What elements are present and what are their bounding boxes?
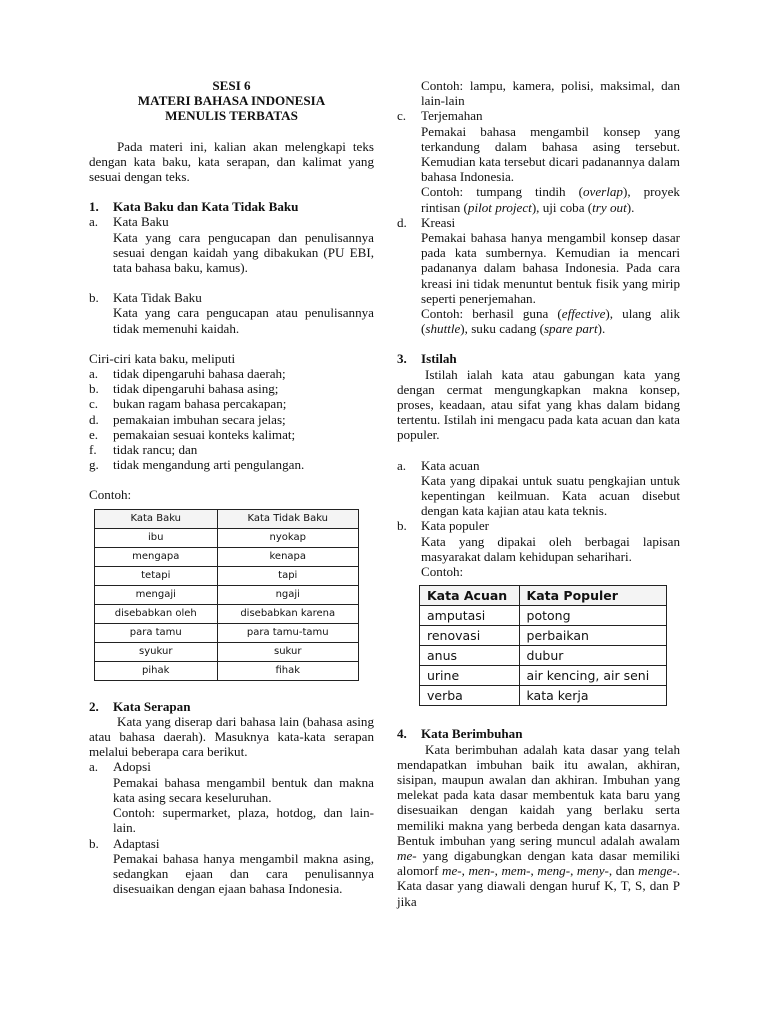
table-cell: urine (420, 666, 520, 686)
list-item: g. tidak mengandung arti pengulangan. (89, 457, 305, 473)
table-row (95, 623, 359, 642)
table-cell: kata kerja (519, 686, 666, 706)
table-cell: ibu (95, 528, 218, 547)
table-cell: air kencing, air seni (519, 666, 666, 686)
table-cell: mengaji (95, 585, 218, 604)
list-item: e. pemakaian sesuai konteks kalimat; (89, 426, 296, 442)
table-cell: nyokap (217, 528, 359, 547)
table-row (420, 666, 667, 686)
features-intro: Ciri-ciri kata baku, meliputi (89, 350, 236, 366)
table-cell: tetapi (95, 566, 218, 585)
table-cell: kenapa (217, 547, 359, 566)
table-row (420, 626, 667, 646)
table-cell: potong (519, 606, 666, 626)
section-2c-example: Contoh: tumpang tindih (overlap), proyek rintisan (pilot project), uji coba (try out). (421, 184, 680, 215)
table-cell: disebabkan karena (217, 604, 359, 623)
section-4-heading: 4. Kata Berimbuhan (397, 726, 523, 742)
table-cell: anus (420, 646, 520, 666)
column-header: Kata Acuan (420, 586, 520, 606)
section-2-intro: Kata yang diserap dari bahasa lain (bahasa asing atau bahasa daerah). Masuknya kata-kata serapan melalui beberapa cara berikut. (89, 713, 374, 760)
section-3-heading: 3. Istilah (397, 351, 457, 367)
table-cell: disebabkan oleh (95, 604, 218, 623)
intro-paragraph: Pada materi ini, kalian akan melengkapi teks dengan kata baku, kata serapan, dan kalimat yang sesuai dengan teks. (89, 138, 374, 185)
table-cell: tapi (217, 566, 359, 585)
column-header: Kata Baku (95, 509, 218, 528)
section-2d-heading: d. Kreasi (397, 214, 456, 230)
section-1b-text: Kata yang cara pengucapan atau penulisannya tidak memenuhi kaidah. (113, 305, 374, 336)
table-row (95, 585, 359, 604)
section-3a-heading: a. Kata acuan (397, 457, 480, 473)
table-cell: fihak (217, 661, 359, 680)
section-2d-text: Pemakai bahasa hanya mengambil konsep dasar pada kata sumbernya. Kemudian ia mencari padananya dalam bahasa Indonesia. Pada cara kreasi ini tidak menuntut bentuk fisik yang mirip seperti penerjemahan. (421, 230, 680, 306)
section-1b-heading: b. Kata Tidak Baku (89, 290, 202, 306)
list-item: f. tidak rancu; dan (89, 442, 198, 458)
table-header-row (95, 509, 359, 528)
list-item: c. bukan ragam bahasa percakapan; (89, 396, 287, 412)
section-1-heading: 1. Kata Baku dan Kata Tidak Baku (89, 199, 299, 215)
section-3b-text: Kata yang dipakai oleh berbagai lapisan masyarakat dalam kehidupan seharihari. (421, 533, 680, 564)
table-row (95, 528, 359, 547)
table-cell: amputasi (420, 606, 520, 626)
section-2-heading: 2. Kata Serapan (89, 698, 191, 714)
table-row (420, 606, 667, 626)
session-title: SESI 6 (212, 78, 251, 93)
table-cell: mengapa (95, 547, 218, 566)
page-title: MATERI BAHASA INDONESIA (137, 93, 326, 109)
column-header: Kata Tidak Baku (217, 509, 359, 528)
table-cell: sukur (217, 642, 359, 661)
left-column (89, 78, 374, 896)
list-item: b. tidak dipengaruhi bahasa asing; (89, 381, 279, 397)
example-label: Contoh: (89, 487, 132, 503)
baku-table (94, 509, 359, 681)
section-4-text: Kata berimbuhan adalah kata dasar yang telah mendapatkan imbuhan baik itu awalan, akhiran, sisipan, maupun awalan dan akhiran. Imbuhan yang melekat pada kata dasar membentuk kata baru yang disesuaikan dengan kaidah yang berlaku serta memiliki makna yang berbeda dengan kata dasarnya. Bentuk imbuhan yang sering muncul adalah awalam me- yang digabungkan dengan kata dasar memiliki alomorf me-, men-, mem-, meng-, meny-, dan menge-. Kata dasar yang diawali dengan huruf K, T, S, dan P jika (397, 741, 680, 909)
section-2a-heading: a. Adopsi (89, 759, 151, 775)
table-cell: perbaikan (519, 626, 666, 646)
section-2c-text: Pemakai bahasa mengambil konsep yang terkandung dalam bahasa asing tersebut. Kemudian kata tersebut dicari padanannya dalam bahasa Indonesia. (421, 123, 680, 185)
list-item: d. pemakaian imbuhan secara jelas; (89, 411, 286, 427)
page-subtitle: MENULIS TERBATAS (165, 108, 298, 124)
table-cell: pihak (95, 661, 218, 680)
section-2b-text: Pemakai bahasa hanya mengambil makna asing, sedangkan ejaan dan cara penulisannya disesuaikan dengan ejaan bahasa Indonesia. (113, 850, 374, 897)
list-item: a. tidak dipengaruhi bahasa daerah; (89, 366, 286, 382)
table-row (95, 566, 359, 585)
section-2a-text: Pemakai bahasa mengambil bentuk dan makna kata asing secara keseluruhan. (113, 774, 374, 805)
section-1a-text: Kata yang cara pengucapan dan penulisannya sesuai dengan kaidah yang dibakukan (PU EBI, tata bahasa baku, kamus). (113, 229, 374, 276)
table-row (95, 661, 359, 680)
table-row (95, 547, 359, 566)
table-cell: dubur (519, 646, 666, 666)
table-cell: renovasi (420, 626, 520, 646)
table-row (95, 642, 359, 661)
section-3b-heading: b. Kata populer (397, 518, 489, 534)
section-1a-heading: a. Kata Baku (89, 214, 169, 230)
table-cell: para tamu (95, 623, 218, 642)
section-3-intro: Istilah ialah kata atau gabungan kata yang dengan cermat mengungkapkan makna konsep, proses, keadaan, atau sifat yang khas dalam bidang tertentu. Istilah ini mengacu pada kata acuan dan kata populer. (397, 366, 680, 443)
section-2b-example: Contoh: lampu, kamera, polisi, maksimal, dan lain-lain (421, 78, 680, 109)
features-list (89, 366, 374, 472)
section-2b-heading: b. Adaptasi (89, 835, 160, 851)
table-header-row (420, 586, 667, 606)
table-row (420, 686, 667, 706)
table-cell: syukur (95, 642, 218, 661)
column-header: Kata Populer (519, 586, 666, 606)
right-column (397, 78, 680, 909)
table-cell: para tamu-tamu (217, 623, 359, 642)
section-3a-text: Kata yang dipakai untuk suatu pengkajian untuk kepentingan keilmuan. Kata acuan disebut dengan kata kajian atau kata teknis. (421, 472, 680, 519)
section-2c-heading: c. Terjemahan (397, 108, 483, 124)
example-label: Contoh: (421, 564, 464, 580)
table-cell: ngaji (217, 585, 359, 604)
section-2a-example: Contoh: supermarket, plaza, hotdog, dan lain-lain. (113, 805, 374, 836)
istilah-table (419, 585, 667, 706)
table-row (420, 646, 667, 666)
section-2d-example: Contoh: berhasil guna (effective), ulang alik (shuttle), suku cadang (spare part). (421, 306, 681, 337)
table-cell: verba (420, 686, 520, 706)
table-row (95, 604, 359, 623)
